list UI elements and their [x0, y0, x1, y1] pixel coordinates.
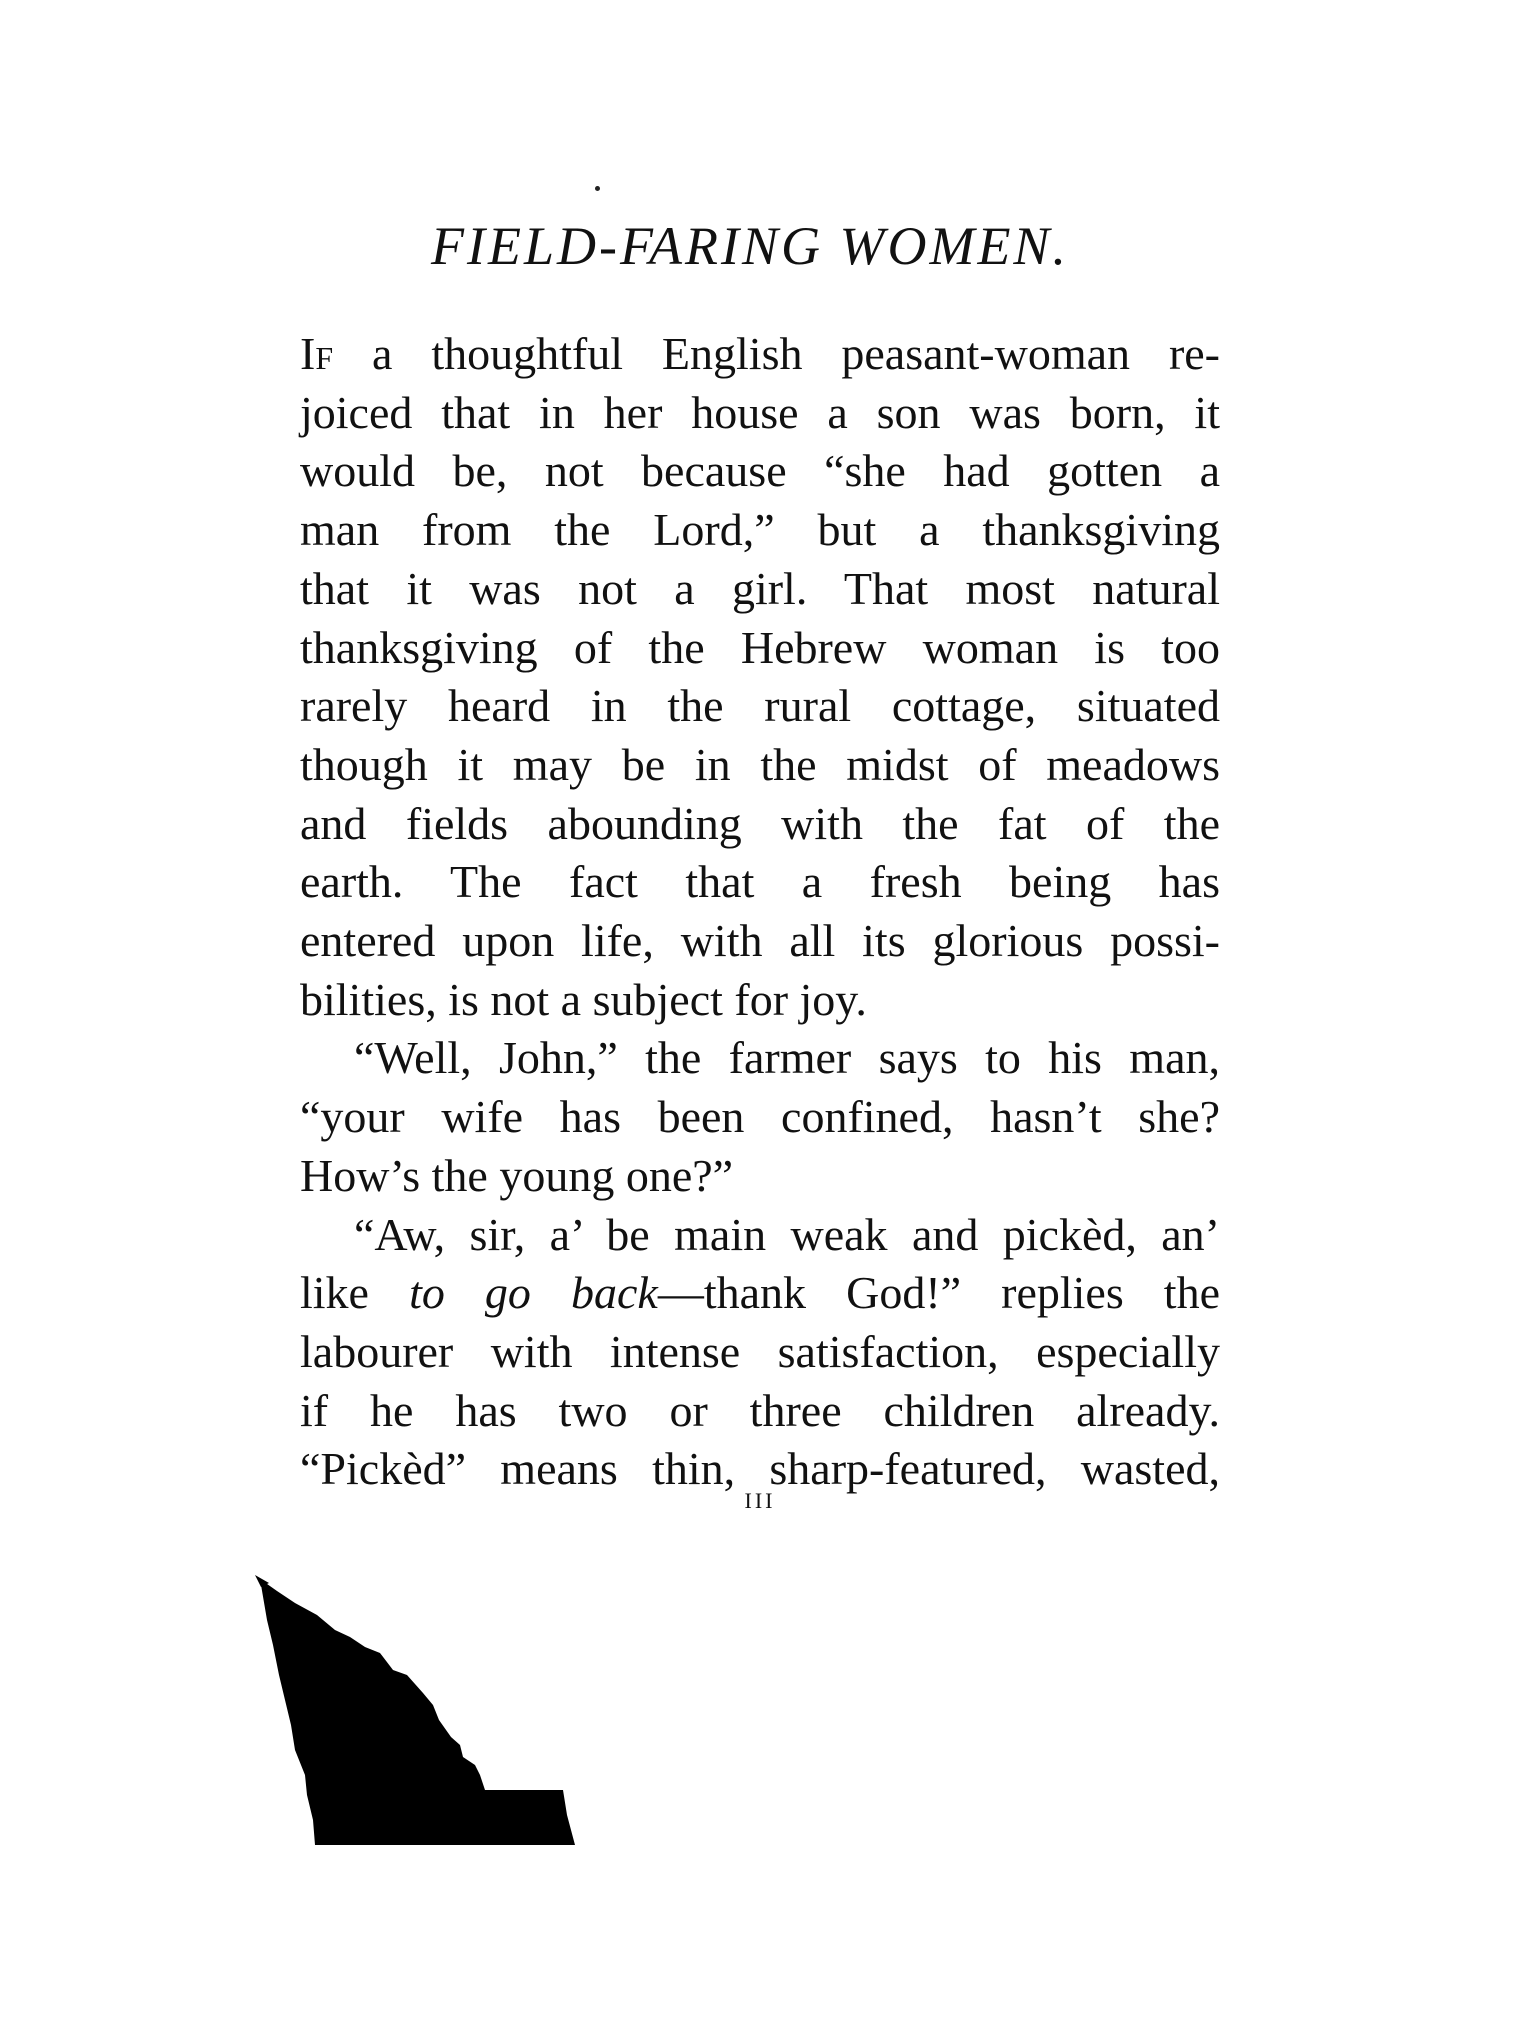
- text-line: would be, not because “she had gotten a: [300, 445, 1220, 497]
- text-line: labourer with intense satisfaction, especially: [300, 1325, 1220, 1377]
- text-line: “Pickèd” means thin, sharp-featured, wasted,: [300, 1443, 1220, 1495]
- text-line: man from the Lord,” but a thanksgiving: [300, 504, 1220, 556]
- scan-blot: [255, 1575, 595, 1855]
- text-line: joiced that in her house a son was born, it: [300, 386, 1220, 438]
- text-line: thanksgiving of the Hebrew woman is too: [300, 621, 1220, 673]
- page-title: FIELD-FARING WOMEN.: [431, 216, 1069, 276]
- text-line: if he has two or three children already.: [300, 1384, 1220, 1436]
- text-line: bilities, is not a subject for joy.: [300, 973, 867, 1025]
- text-line: If a thoughtful English peasant-woman re-: [300, 328, 1220, 379]
- text-line: though it may be in the midst of meadows: [300, 738, 1220, 790]
- text-line: rarely heard in the rural cottage, situated: [300, 680, 1220, 732]
- page-number: III: [744, 1488, 776, 1513]
- text-line: “Aw, sir, a’ be main weak and pickèd, an’: [354, 1208, 1220, 1260]
- body-text: [300, 325, 1220, 1499]
- text-line: that it was not a girl. That most natural: [300, 562, 1220, 614]
- text-line: and fields abounding with the fat of the: [300, 797, 1220, 849]
- printer-mark: [595, 186, 600, 191]
- italic-phrase: to go back: [409, 1267, 658, 1319]
- text-line: entered upon life, with all its glorious possi-: [300, 915, 1220, 967]
- dropcap: If: [300, 328, 334, 379]
- text-line: “Well, John,” the farmer says to his man,: [354, 1032, 1220, 1084]
- text-line: How’s the young one?”: [300, 1149, 734, 1201]
- text-line: earth. The fact that a fresh being has: [300, 856, 1220, 908]
- text-line: like to go back—thank God!” replies the: [300, 1267, 1221, 1319]
- text-line: “your wife has been confined, hasn’t she?: [300, 1091, 1220, 1143]
